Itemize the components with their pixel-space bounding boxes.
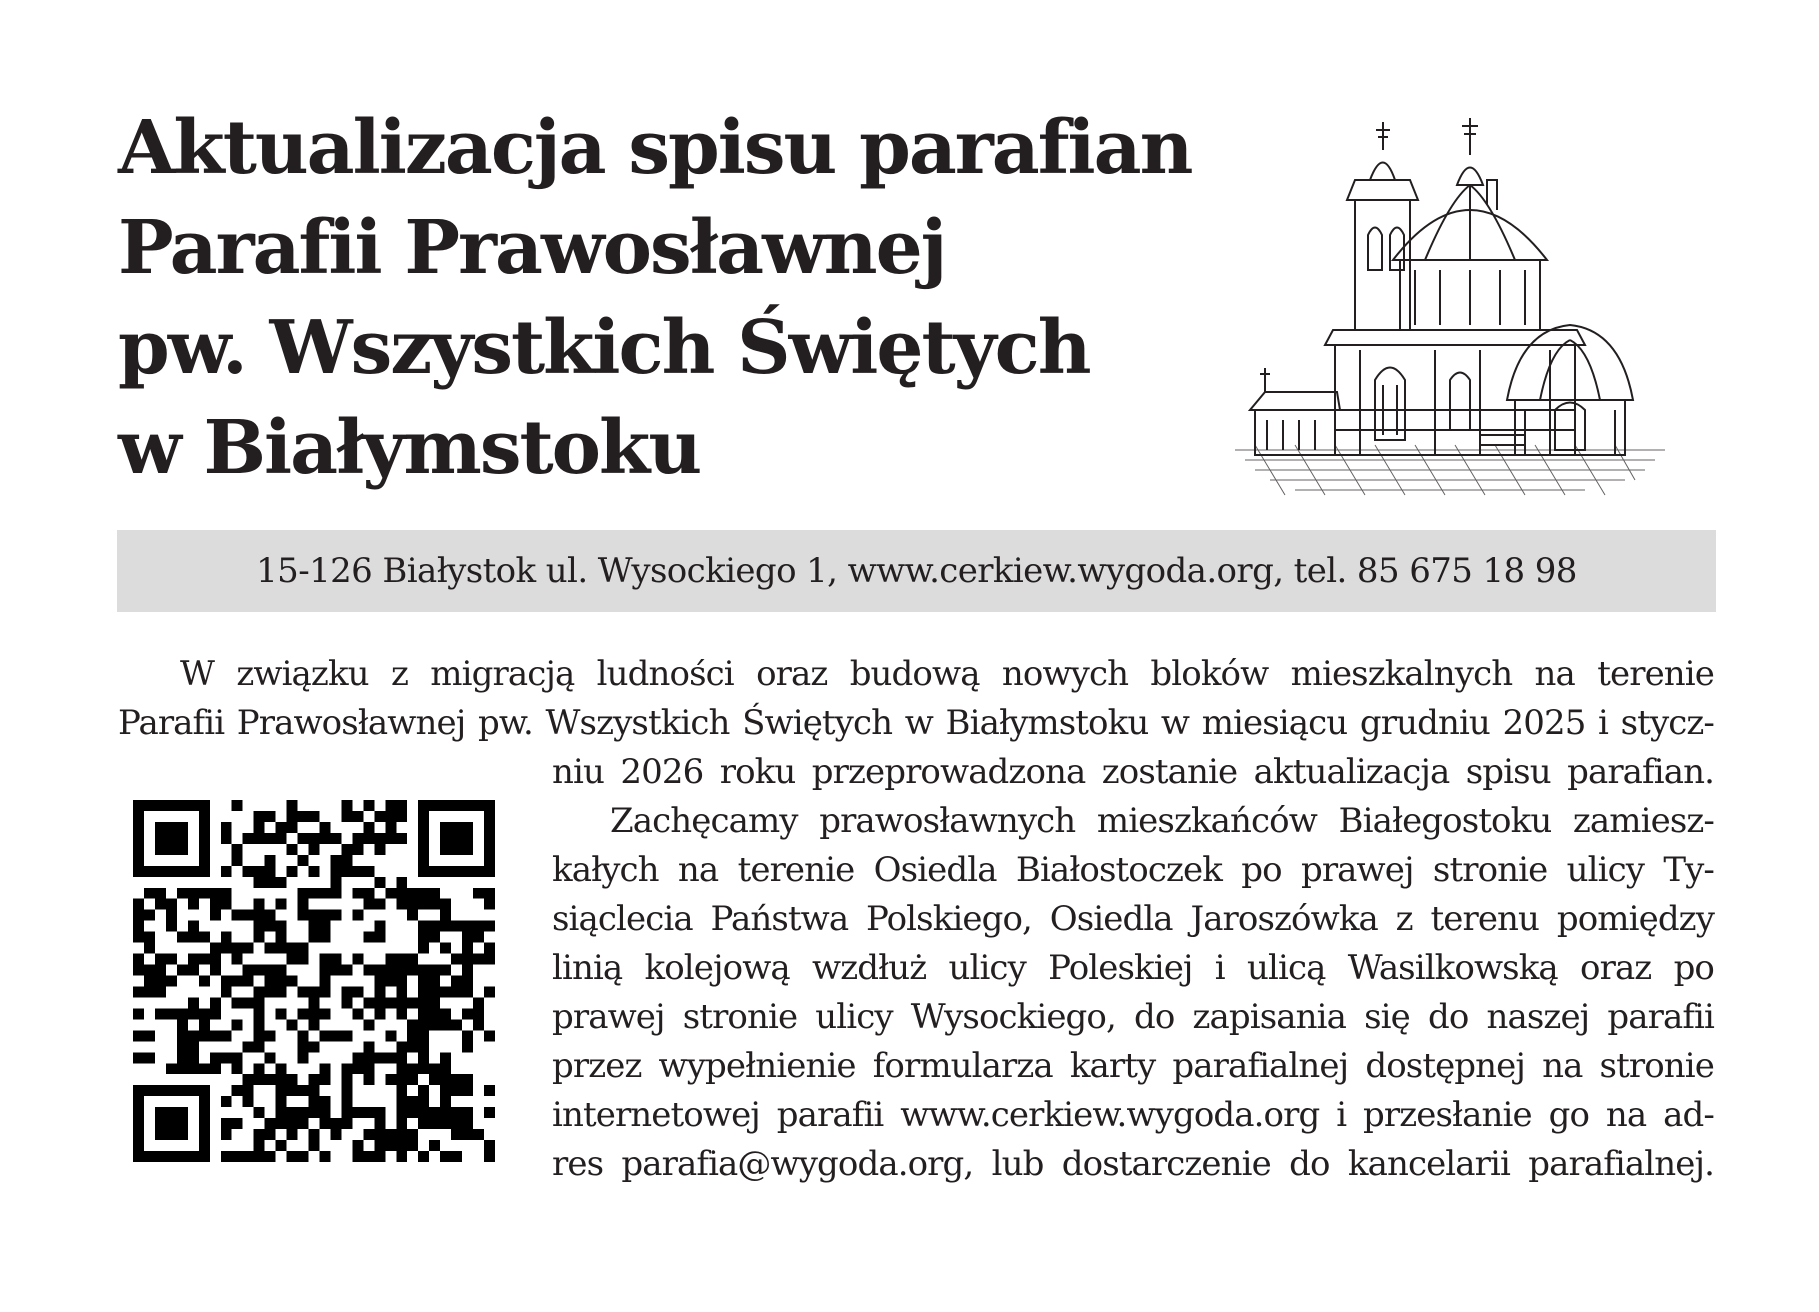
body-line: Zachęcamy prawosławnych mieszkańców Białegostoku zamiesz-	[610, 801, 1714, 841]
title-line-4: w Białymstoku	[118, 405, 701, 491]
body-line: linią kolejową wzdłuż ulicy Poleskiej i ulicą Wasilkowską oraz po	[552, 948, 1714, 988]
page-title	[118, 98, 1198, 498]
body-line: siąclecia Państwa Polskiego, Osiedla Jaroszówka z terenu pomiędzy	[552, 899, 1714, 939]
address-text: 15-126 Białystok ul. Wysockiego 1, www.cerkiew.wygoda.org, tel. 85 675 18 98	[256, 551, 1577, 591]
body-line: internetowej parafii www.cerkiew.wygoda.org i przesłanie go na ad-	[552, 1095, 1714, 1135]
address-bar	[117, 530, 1716, 612]
title-line-2: Parafii Prawosławnej	[118, 205, 946, 291]
body-line: kałych na terenie Osiedla Białostoczek po prawej stronie ulicy Ty-	[552, 850, 1714, 890]
body-line: niu 2026 roku przeprowadzona zostanie aktualizacja spisu parafian.	[552, 752, 1714, 792]
body-line: Parafii Prawosławnej pw. Wszystkich Świętych w Białymstoku w miesiącu grudniu 2025 i stycz-	[118, 703, 1714, 743]
body-line: przez wypełnienie formularza karty parafialnej dostępnej na stronie	[552, 1046, 1714, 1086]
body-paragraph-2	[552, 748, 1714, 1189]
qr-code-icon	[133, 800, 495, 1162]
title-line-3: pw. Wszystkich Świętych	[118, 305, 1090, 391]
title-line-1: Aktualizacja spisu parafian	[118, 105, 1192, 191]
church-illustration	[1225, 110, 1670, 505]
body-line: res parafia@wygoda.org, lub dostarczenie do kancelarii parafialnej.	[552, 1144, 1714, 1184]
body-paragraph-1	[118, 650, 1714, 748]
body-line: W związku z migracją ludności oraz budową nowych bloków mieszkalnych na terenie	[180, 654, 1714, 694]
body-line: prawej stronie ulicy Wysockiego, do zapisania się do naszej parafii	[552, 997, 1714, 1037]
